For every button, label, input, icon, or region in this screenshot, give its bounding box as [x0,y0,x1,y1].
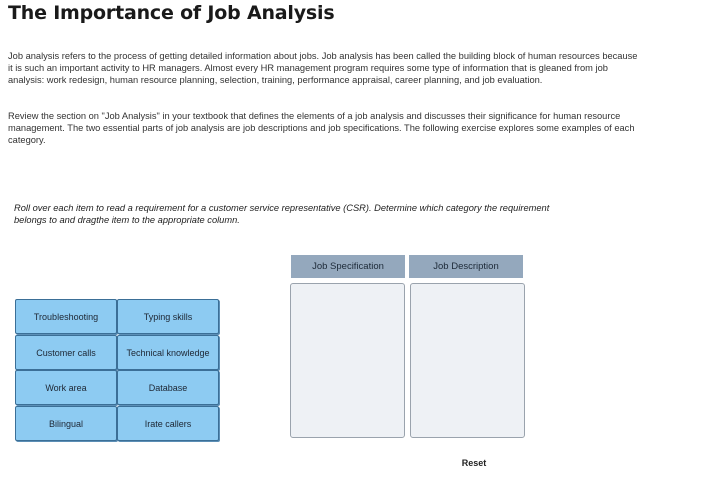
drag-item-typing-skills[interactable]: Typing skills [117,299,219,334]
exercise-instructions: Roll over each item to read a requirement for a customer service representative (CSR). Determine which category the requirement belongs to and dragthe item to the appropriate column. [14,203,550,225]
drag-item-work-area[interactable]: Work area [15,370,117,405]
drag-item-technical-knowledge[interactable]: Technical knowledge [117,335,219,370]
job-specification-header: Job Specification [291,255,405,278]
reset-button[interactable]: Reset [461,458,487,468]
review-paragraph: Review the section on "Job Analysis" in your textbook that defines the elements of a job analysis and discusses their significance for human resource management. The two essential parts of job analysis are job descriptions and job specifications. The following exercise explores some examples of each category. [8,111,635,145]
job-description-header: Job Description [409,255,523,278]
drag-item-irate-callers[interactable]: Irate callers [117,406,219,441]
intro-paragraph: Job analysis refers to the process of getting detailed information about jobs. Job analysis has been called the building block of human resources because it is such an important activity to HR managers. Almost every HR management program requires some type of information that is gleaned from job analysis: work redesign, human resource planning, selection, training, performance appraisal, career planning, and job evaluation. [8,51,638,85]
drag-item-bilingual[interactable]: Bilingual [15,406,117,441]
drag-item-troubleshooting[interactable]: Troubleshooting [15,299,117,334]
job-description-dropzone[interactable] [410,283,525,438]
page-title: The Importance of Job Analysis [8,2,335,24]
drag-item-customer-calls[interactable]: Customer calls [15,335,117,370]
drag-item-database[interactable]: Database [117,370,219,405]
job-specification-dropzone[interactable] [290,283,405,438]
